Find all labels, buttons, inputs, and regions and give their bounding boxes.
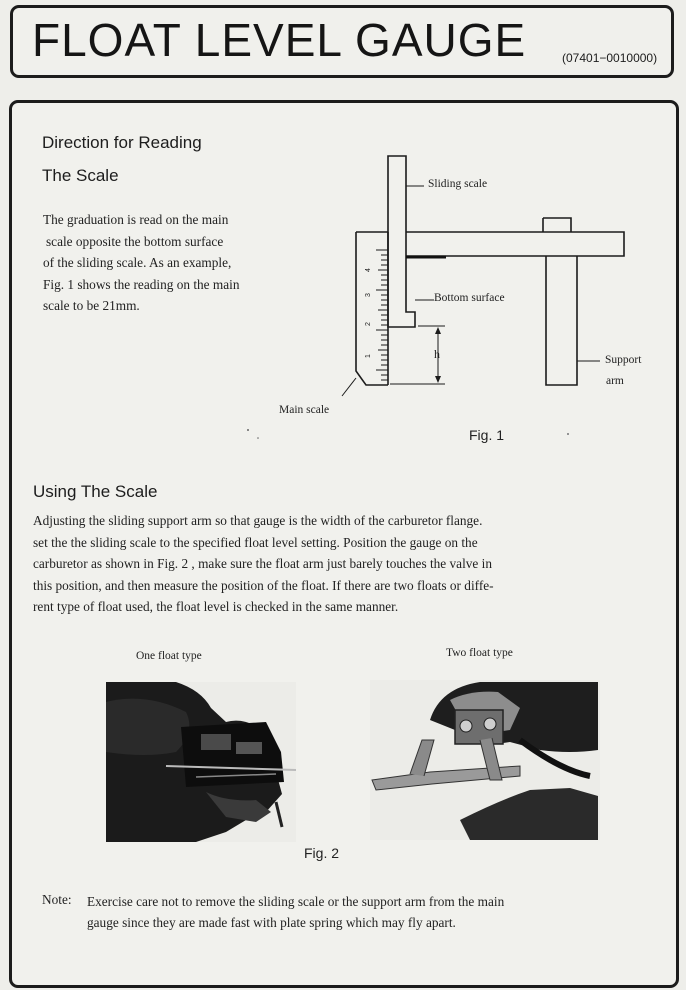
note-text: [87, 891, 667, 933]
figure1-caption: Fig. 1: [469, 427, 505, 443]
support-arm-shape: [546, 256, 577, 385]
label-arm: arm: [606, 375, 624, 387]
subheading-the-scale: The Scale: [42, 166, 119, 185]
horizontal-beam: [406, 232, 624, 256]
label-main-scale: Main scale: [279, 404, 330, 416]
tick-label: 4: [365, 268, 372, 272]
section1-line: Fig. 1 shows the reading on the main: [43, 276, 240, 292]
section2-line: carburetor as shown in Fig. 2 , make sure the float arm just barely touches the valve in: [33, 556, 492, 571]
section1-line: The graduation is read on the main: [43, 212, 229, 227]
note-line: gauge since they are made fast with plate spring which may fly apart.: [87, 915, 456, 930]
label-sliding-scale: Sliding scale: [428, 178, 488, 190]
note-label: Note:: [42, 892, 72, 907]
section2-line: set the the sliding scale to the specified float level setting. Position the gauge on the: [33, 534, 478, 550]
one-float-type-photo: [106, 682, 296, 842]
section2-paragraph: [33, 510, 663, 618]
section2-line: this position, and then measure the position of the float. If there are two floats or diffe-: [33, 577, 494, 593]
label-h: h: [434, 347, 440, 361]
section1-line: of the sliding scale. As an example,: [43, 255, 232, 270]
section2-line: rent type of float used, the float level is checked in the same manner.: [33, 599, 399, 614]
figure2-caption: Fig. 2: [304, 845, 340, 861]
section1-line: scale to be 21mm.: [43, 298, 140, 313]
section-heading-direction: Direction for Reading: [42, 133, 202, 152]
section1-line: scale opposite the bottom surface: [46, 233, 224, 249]
section-heading-using: Using The Scale: [33, 482, 158, 501]
label-support: Support: [605, 354, 642, 366]
part-number: (07401−0010000): [562, 51, 658, 65]
page-title: FLOAT LEVEL GAUGE: [32, 14, 527, 66]
label-two-float-type: Two float type: [446, 647, 513, 659]
tick-label: 2: [365, 322, 372, 326]
label-bottom-surface: Bottom surface: [434, 292, 505, 304]
sliding-scale-shape: [388, 156, 415, 327]
tick-label: 1: [365, 354, 372, 358]
section2-line: Adjusting the sliding support arm so that gauge is the width of the carburetor flange.: [33, 513, 483, 528]
note-line: Exercise care not to remove the sliding scale or the support arm from the main: [87, 894, 505, 909]
two-float-type-photo: [370, 680, 600, 840]
label-one-float-type: One float type: [136, 650, 202, 662]
tick-label: 3: [365, 293, 372, 297]
